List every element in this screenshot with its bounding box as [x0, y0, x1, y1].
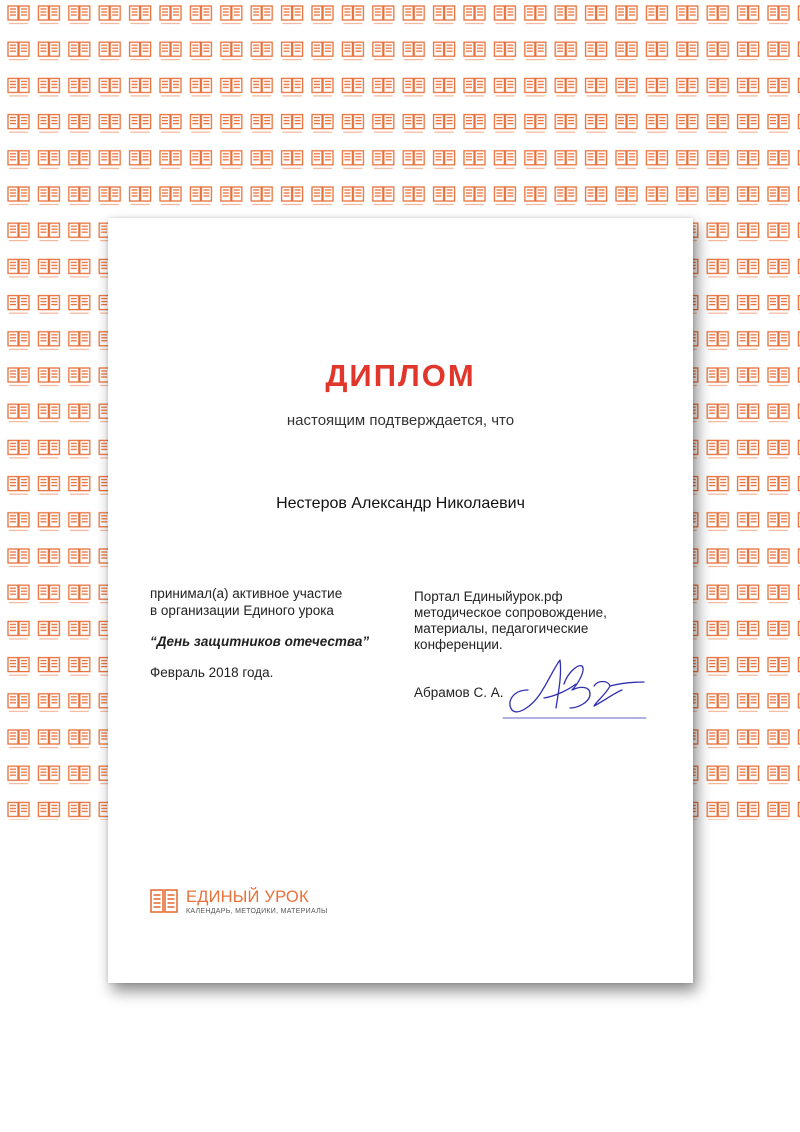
portal-line-1: Портал Единыйурок.рф — [414, 589, 563, 604]
portal-line-3: материалы, педагогические — [414, 621, 589, 636]
participation-line-1: принимал(а) активное участие — [150, 586, 343, 601]
event-date: Февраль 2018 года. — [150, 665, 274, 680]
diploma-sheet — [108, 218, 693, 983]
diploma-title: ДИПЛОМ — [325, 358, 476, 393]
participation-line-2: в организации Единого урока — [150, 603, 334, 618]
logo-name: ЕДИНЫЙ УРОК — [186, 888, 309, 906]
diploma-subtitle: настоящим подтверждается, что — [286, 412, 515, 429]
portal-line-4: конференции. — [414, 637, 503, 652]
event-name: “День защитников отечества” — [150, 634, 370, 649]
recipient-name: Нестеров Александр Николаевич — [276, 495, 525, 512]
participation-block — [150, 585, 380, 681]
portal-block — [414, 589, 654, 653]
open-book-icon — [150, 889, 178, 915]
portal-line-2: методическое сопровождение, — [414, 605, 607, 620]
site-logo — [150, 888, 328, 916]
signature-icon — [498, 650, 648, 720]
signer-name: Абрамов С. А. — [414, 685, 504, 700]
logo-tagline: КАЛЕНДАРЬ, МЕТОДИКИ, МАТЕРИАЛЫ — [186, 908, 328, 915]
